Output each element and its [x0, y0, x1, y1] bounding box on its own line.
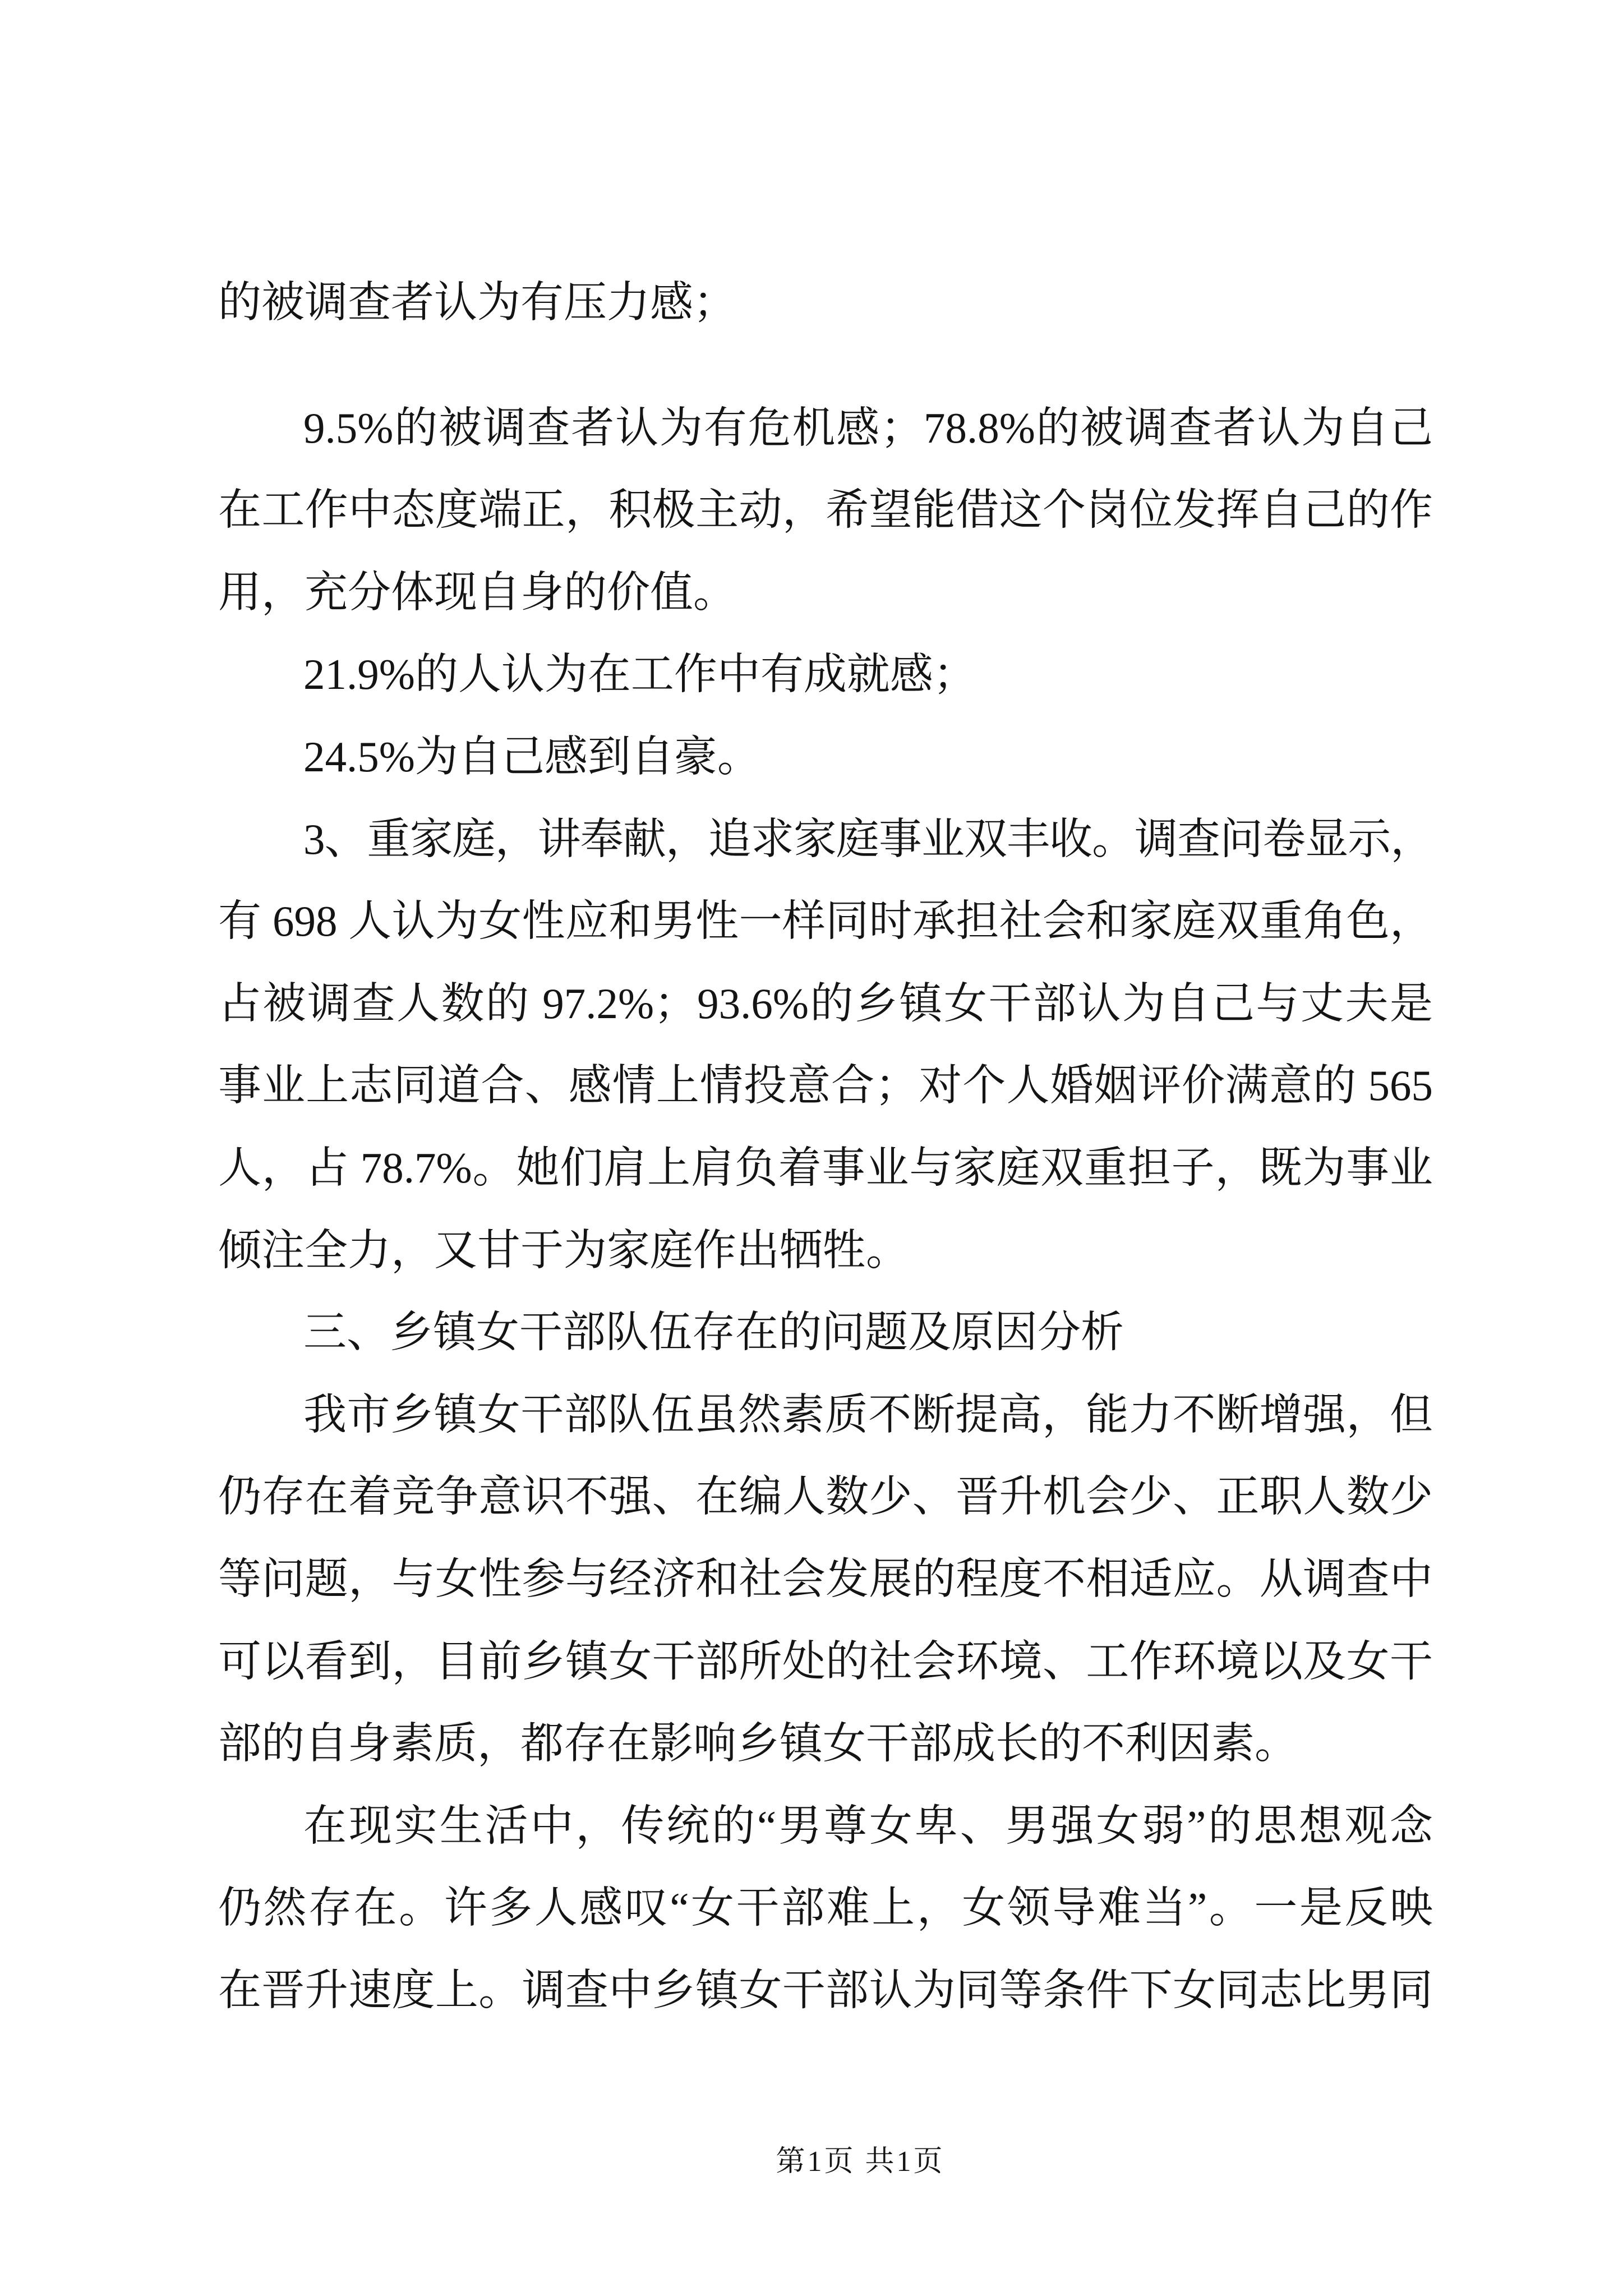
text-line: 3、重家庭，讲奉献，追求家庭事业双丰收。调查问卷显示，	[303, 815, 1433, 863]
text-line: 部的自身素质，都存在影响乡镇女干部成长的不利因素。	[218, 1719, 1298, 1768]
text-line: 占被调查人数的 97.2%；93.6%的乡镇女干部认为自己与丈夫是	[218, 979, 1433, 1028]
paragraph	[218, 1374, 1433, 1785]
text-line: 21.9%的人认为在工作中有成就感；	[303, 650, 976, 699]
paragraph	[218, 716, 1433, 798]
body-text	[218, 387, 1433, 2032]
paragraph	[218, 798, 1433, 1292]
text-line: 三、乡镇女干部队伍存在的问题及原因分析	[303, 1308, 1124, 1357]
text-line: 仍然存在。许多人感叹“女干部难上，女领导难当”。一是反映	[218, 1884, 1433, 1932]
text-line: 的被调查者认为有压力感；	[218, 278, 736, 326]
text-line: 有 698 人认为女性应和男性一样同时承担社会和家庭双重角色，	[218, 897, 1433, 946]
text-line: 24.5%为自己感到自豪。	[303, 733, 760, 781]
text-line: 倾注全力，又甘于为家庭作出牺牲。	[218, 1226, 909, 1274]
text-line: 用，充分体现自身的价值。	[218, 568, 736, 616]
page-footer: 第1页 共1页	[776, 2146, 945, 2178]
text-line: 在现实生活中，传统的“男尊女卑、男强女弱”的思想观念	[303, 1801, 1433, 1850]
text-line: 在晋升速度上。调查中乡镇女干部认为同等条件下女同志比男同	[218, 1966, 1433, 2014]
text-line: 等问题，与女性参与经济和社会发展的程度不相适应。从调查中	[218, 1555, 1433, 1603]
text-line: 在工作中态度端正，积极主动，希望能借这个岗位发挥自己的作	[218, 486, 1433, 535]
text-line: 我市乡镇女干部队伍虽然素质不断提高，能力不断增强，但	[303, 1390, 1433, 1439]
paragraph	[218, 1785, 1433, 2032]
text-line: 可以看到，目前乡镇女干部所处的社会环境、工作环境以及女干	[218, 1637, 1433, 1686]
text-line: 9.5%的被调查者认为有危机感；78.8%的被调查者认为自己	[303, 403, 1433, 452]
paragraph	[218, 387, 1433, 634]
section-heading	[218, 1291, 1433, 1374]
paragraph	[218, 633, 1433, 716]
text-line: 事业上志同道合、感情上情投意合；对个人婚姻评价满意的 565	[218, 1061, 1433, 1110]
text-line: 人，占 78.7%。她们肩上肩负着事业与家庭双重担子，既为事业	[218, 1144, 1433, 1193]
text-line: 仍存在着竞争意识不强、在编人数少、晋升机会少、正职人数少	[218, 1473, 1433, 1521]
paragraph-continuation	[218, 261, 1433, 344]
